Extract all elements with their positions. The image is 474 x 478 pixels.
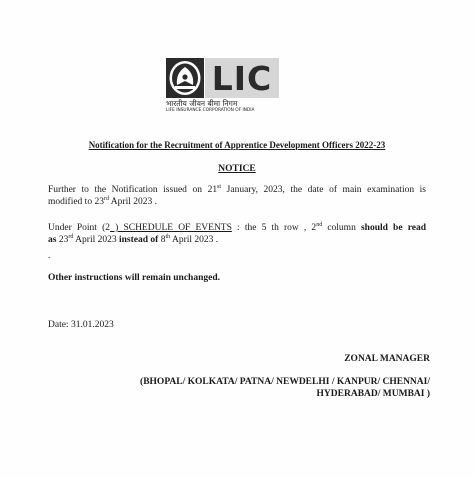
notice-date: Date: 31.01.2023 (48, 320, 114, 330)
paragraph-other-instructions: Other instructions will remain unchanged. (48, 273, 220, 283)
paragraph-line: Further to the Notification issued on 21st January, 2023, the date of main examination is (48, 183, 426, 195)
lic-wordmark: LIC (205, 58, 279, 98)
paragraph-schedule-correction (48, 222, 426, 246)
notice-heading: NOTICE (218, 164, 256, 174)
paragraph-line: as 23rd April 2023 instead of 8th April 2023 . (48, 233, 219, 245)
paragraph-line: Under Point (2 ) SCHEDULE OF EVENTS : the 5 th row , 2nd column should be read (48, 221, 426, 233)
paragraph-line: modified to 23rd April 2023 . (48, 195, 157, 207)
lic-hindi-name: भारतीय जीवन बीमा निगम (166, 99, 238, 108)
notification-title: Notification for the Recruitment of Apprentice Development Officers 2022-23 (88, 140, 386, 150)
zonal-offices-list (140, 376, 430, 400)
zonal-offices-line: (BHOPAL/ KOLKATA/ PATNA/ NEWDELHI / KANPUR/ CHENNAI/ (140, 377, 430, 387)
lic-logo (166, 58, 280, 114)
paragraph-exam-date (48, 184, 426, 208)
stray-dot: . (48, 250, 51, 260)
signatory-title: ZONAL MANAGER (344, 354, 430, 364)
lic-emblem-icon (166, 58, 204, 98)
lic-english-name: LIFE INSURANCE CORPORATION OF INDIA (166, 108, 255, 113)
zonal-offices-line: HYDERABAD/ MUMBAI ) (316, 389, 430, 399)
